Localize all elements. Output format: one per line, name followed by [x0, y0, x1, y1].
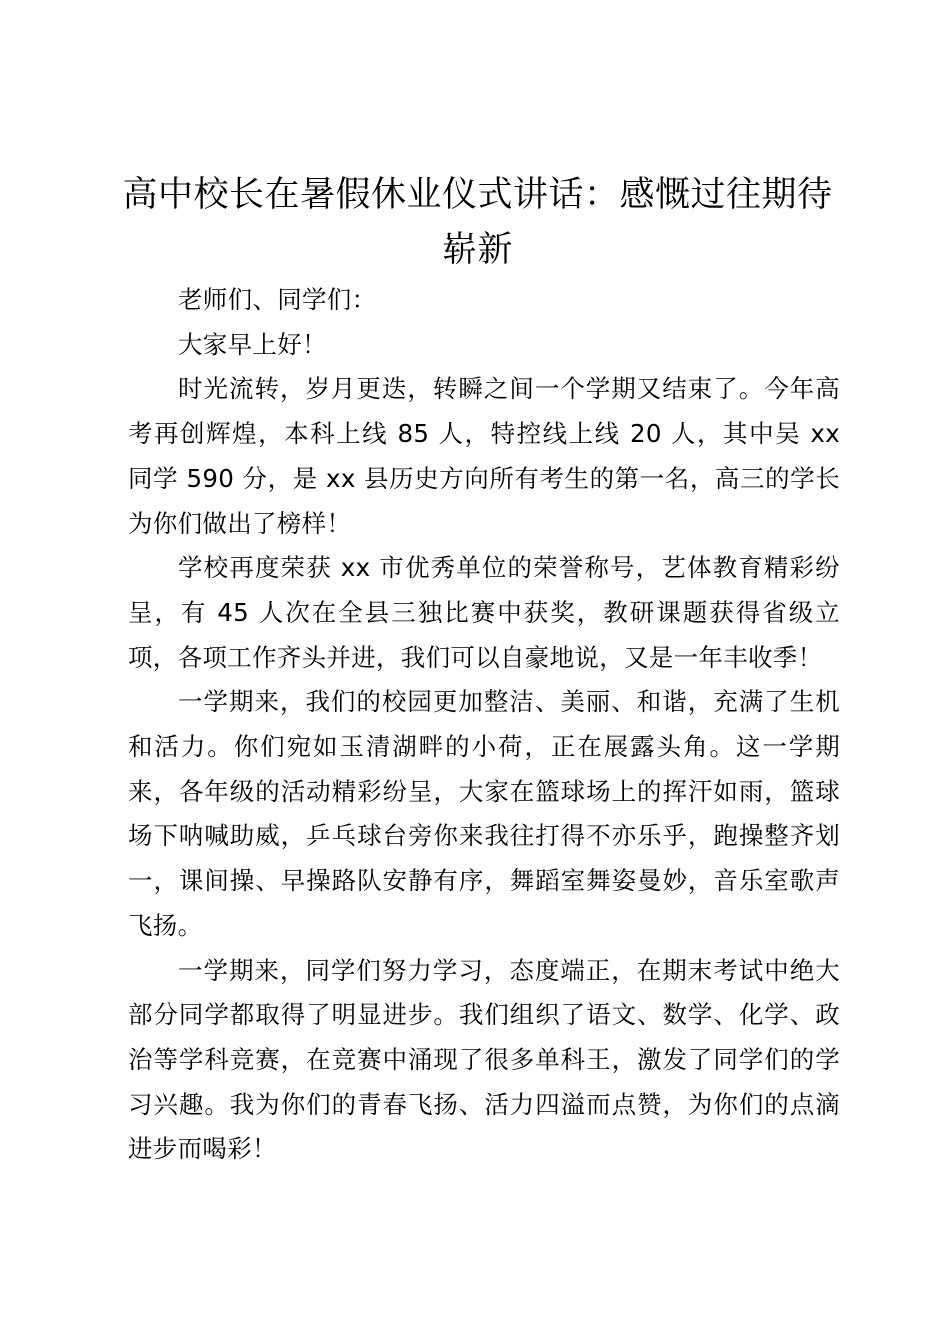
- paragraph-greeting: 大家早上好！: [178, 329, 327, 359]
- paragraph-school-honors: 学校再度荣获 xx 市优秀单位的荣誉称号，艺体教育精彩纷呈，有 45 人次在全县三独比赛中获奖，教研课题获得省级立项，各项工作齐头并进，我们可以自豪地说，又是一年丰收季！: [128, 553, 840, 672]
- paragraph-exam-results: 时光流转，岁月更迭，转瞬之间一个学期又结束了。今年高考再创辉煌，本科上线 85 人，特控线上线 20 人，其中吴 xx 同学 590 分，是 xx 县历史方向所有考生的第一名，高三的学长为你们做出了榜样！: [128, 374, 840, 538]
- document-body: [128, 278, 840, 1172]
- paragraph-salutation: 老师们、同学们：: [178, 285, 377, 314]
- document-title: 高中校长在暑假休业仪式讲话：感慨过往期待崭新: [122, 175, 833, 270]
- paragraph-campus-life: 一学期来，我们的校园更加整洁、美丽、和谐，充满了生机和活力。你们宛如玉清湖畔的小荷，正在展露头角。这一学期来，各年级的活动精彩纷呈，大家在篮球场上的挥汗如雨，篮球场下呐喊助威，乒乓球台旁你来我往打得不亦乐乎，跑操整齐划一，课间操、早操路队安静有序，舞蹈室舞姿曼妙，音乐室歌声飞扬。: [128, 687, 840, 940]
- paragraph-study-progress: 一学期来，同学们努力学习，态度端正，在期末考试中绝大部分同学都取得了明显进步。我们组织了语文、数学、化学、政治等学科竞赛，在竞赛中涌现了很多单科王，激发了同学们的学习兴趣。我为你们的青春飞扬、活力四溢而点赞，为你们的点滴进步而喝彩！: [128, 955, 840, 1164]
